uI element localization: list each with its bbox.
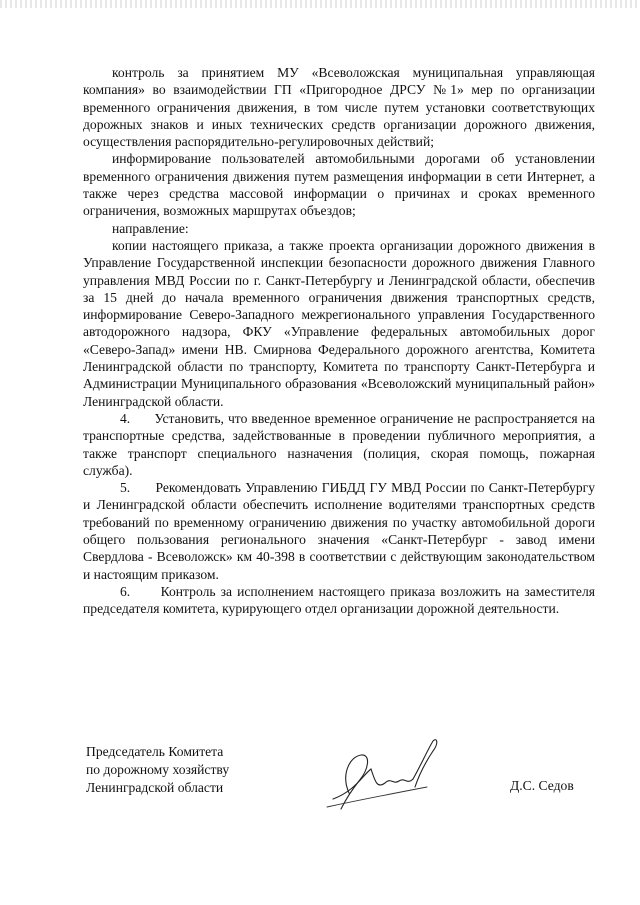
signatory-name: Д.С. Седов (510, 778, 574, 793)
signatory-line-1: Председатель Комитета (86, 744, 224, 759)
signatory-line-2: по дорожному хозяйству (86, 762, 230, 777)
scan-edge-artifact (0, 0, 640, 8)
signatory-line-3: Ленинградской области (86, 780, 224, 795)
paragraph-copies: копии настоящего приказа, а также проекта организации дорожного движения в Управление Государственной инспекции безопасности дорожного движения Главного управления МВД России по г. Санкт-Петербургу и Ленинградской области, обеспечив за 15 дней до начала временного ограничения движения транспортных средств, информирование Северо-Западного межрегионального управления Государственного автодорожного надзора, ФКУ «Управление федеральных автомобильных дорог «Северо-Запад» имени НВ. Смирнова Федерального дорожного агентства, Комитета Ленинградской области по транспорту, Комитета по транспорту Санкт-Петербурга и Администрации Муниципального образования «Всеволожский муниципальный район» Ленинградской области. (83, 237, 595, 409)
item-5: 5. Рекомендовать Управлению ГИБДД ГУ МВД России по Санкт-Петербургу и Ленинградской области обеспечить исполнение водителями транспортных средств требований по временному ограничению движения по участку автомобильной дороги общего пользования регионального значения «Санкт-Петербург - завод имени Свердлова - Всеволожск» км 40-398 в соответствии с действующим законодательством и настоящим приказом. (83, 480, 595, 582)
item-6: 6. Контроль за исполнением настоящего приказа возложить на заместителя председателя комитета, курирующего отдел организации дорожной деятельности. (83, 583, 595, 617)
item-4: 4. Установить, что введенное временное ограничение не распространяется на транспортные средства, задействованные в проведении публичного мероприятия, а также транспорт специального назначения (полиция, скорая помощь, пожарная служба). (83, 410, 595, 478)
paragraph-sending-label: направление: (112, 220, 189, 236)
paragraph-control: контроль за принятием МУ «Всеволожская муниципальная управляющая компания» во взаимодействии ГП «Пригородное ДРСУ №1» мер по организации временного ограничения движения, в том числе путем установки соответствующих дорожных знаков и иных технических средств организации дорожного движения, осуществления распорядительно-регулировочных действий; (83, 65, 595, 150)
handwritten-signature (315, 735, 455, 815)
paragraph-informing: информирование пользователей автомобильными дорогами об установлении временного ограничения движения путем размещения информации в сети Интернет, а также через средства массовой информации о причинах и сроках временного ограничения, возможных маршрутах объездов; (83, 151, 595, 219)
document-body (83, 64, 595, 618)
signatory-title (86, 743, 306, 797)
